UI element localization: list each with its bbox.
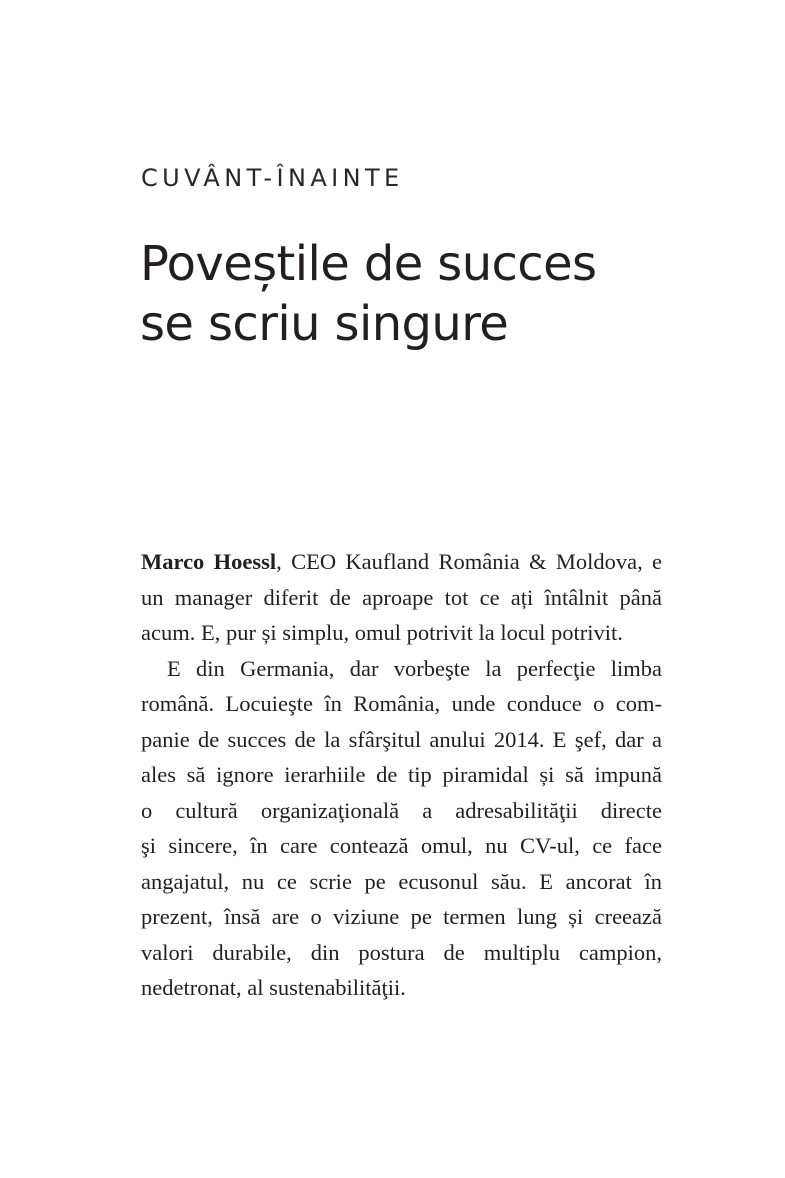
paragraph-2-line-4: ales să ignore ierarhiile de tip piramidal și să impună <box>141 762 662 787</box>
paragraph-2-line-8: prezent, însă are o viziune pe termen lung și creează <box>141 904 662 929</box>
paragraph-1-line-2: un manager diferit de aproape tot ce ați întâlnit până <box>141 584 662 610</box>
paragraph-2-line-9: valori durabile, din postura de multiplu campion, <box>141 939 662 965</box>
body-text <box>141 544 662 1006</box>
paragraph-2-line-6: şi sincere, în care contează omul, nu CV-ul, ce face <box>141 833 662 858</box>
paragraph-1-line-3: acum. E, pur și simplu, omul potrivit la locul potrivit. <box>141 620 623 645</box>
chapter-title-line-1: Poveștile de succes <box>140 236 597 292</box>
paragraph-2-line-2: română. Locuieşte în România, unde conduce o com- <box>141 691 662 716</box>
paragraph-2-line-10: nedetronat, al sustenabilităţii. <box>141 975 406 1000</box>
paragraph-2-line-5: o cultură organizaţională a adresabilităţii directe <box>141 797 662 823</box>
author-name: Marco Hoessl <box>141 549 277 574</box>
paragraph-1-line-1 <box>141 544 662 580</box>
section-label: CUVÂNT-ÎNAINTE <box>141 164 404 192</box>
author-description: , CEO Kaufland România & Moldova, e <box>276 549 662 574</box>
chapter-title <box>140 234 700 354</box>
chapter-title-line-2: se scriu singure <box>140 296 509 352</box>
paragraph-2-line-3: panie de succes de la sfârşitul anului 2014. E şef, dar a <box>141 726 662 752</box>
paragraph-2-line-1: E din Germania, dar vorbeşte la perfecţie limba <box>167 655 662 681</box>
paragraph-2-line-7: angajatul, nu ce scrie pe ecusonul său. E ancorat în <box>141 868 662 894</box>
